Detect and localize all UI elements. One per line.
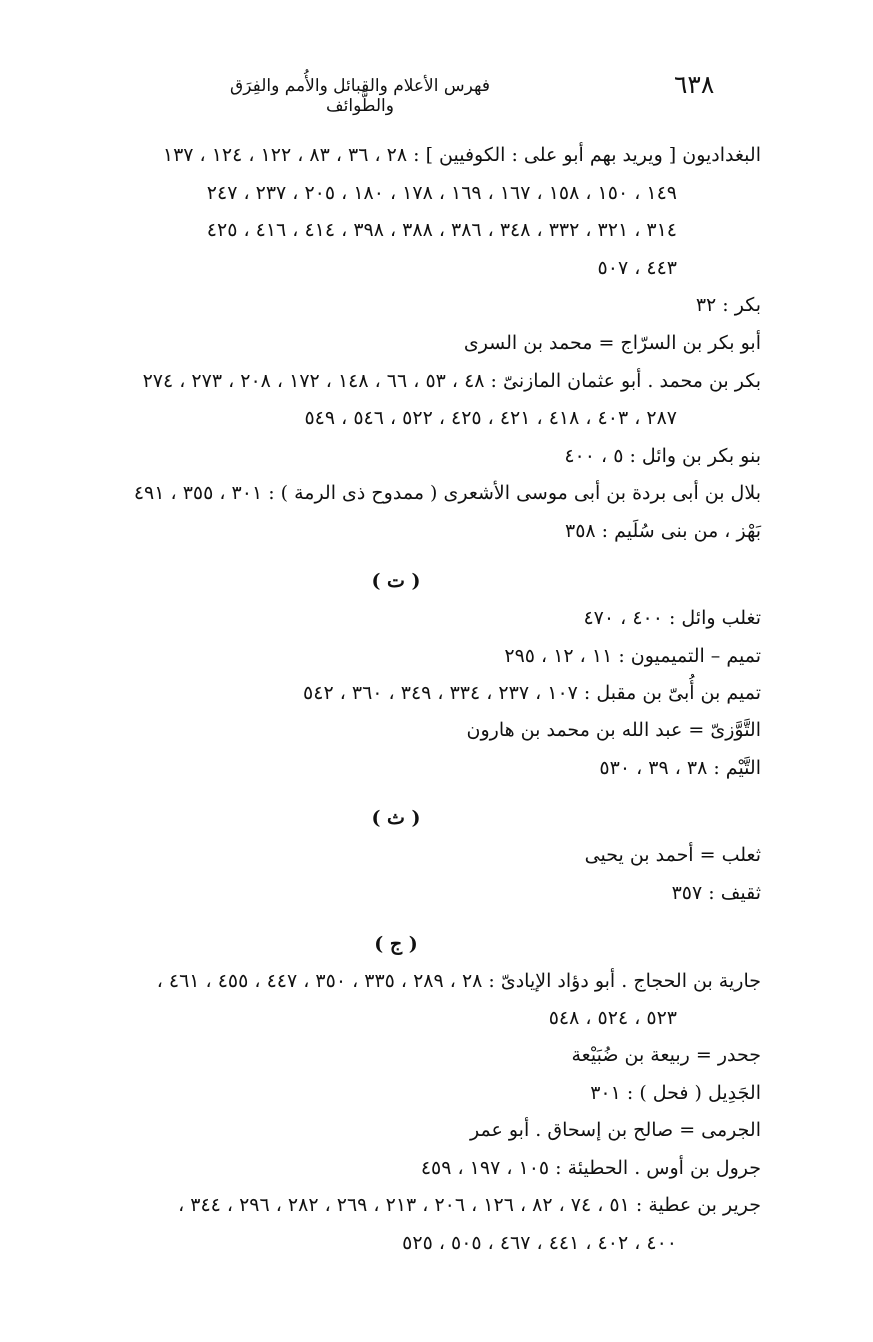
index-entry-tamim-ibn-ubayy: تميم بن أُبىّ بن مقبل : ١٠٧ ، ٢٣٧ ، ٣٣٤ ، ٣٤٩ ، ٣٦٠ ، ٥٤٢ <box>303 682 761 704</box>
index-entry-bakr: بكر : ٣٢ <box>695 294 761 316</box>
section-letter-jim: ( ج ) <box>374 933 418 955</box>
running-title: فهرس الأعلام والقبائل والأُمم والفِرَق والطَّوائف <box>230 76 490 116</box>
page-number: ٦٣٨ <box>674 70 715 99</box>
index-entry-jarir-cont: ٤٠٠ ، ٤٠٢ ، ٤٤١ ، ٤٦٧ ، ٥٠٥ ، ٥٢٥ <box>402 1232 677 1254</box>
index-entry-tamim: تميم – التميميون : ١١ ، ١٢ ، ٢٩٥ <box>504 645 761 667</box>
index-entry-bakr-ibn-muhammad-cont: ٢٨٧ ، ٤٠٣ ، ٤١٨ ، ٤٢١ ، ٤٢٥ ، ٥٢٢ ، ٥٤٦ ، ٥٤٩ <box>304 407 677 429</box>
index-entry-al-jadil: الجَدِيل ( فحل ) : ٣٠١ <box>590 1082 761 1104</box>
index-entry-taghlib: تغلب وائل : ٤٠٠ ، ٤٧٠ <box>583 607 761 629</box>
index-entry-al-taym: التَّيْم : ٣٨ ، ٣٩ ، ٥٣٠ <box>599 757 761 779</box>
index-entry-al-tawwazi: التَّوَّزىّ = عبد الله بن محمد بن هارون <box>466 719 761 741</box>
section-letter-ta: ( ت ) <box>371 570 421 592</box>
index-entry-baghdadiyun: البغداديون [ ويريد بهم أبو على : الكوفيين ] : ٢٨ ، ٣٦ ، ٨٣ ، ١٢٢ ، ١٢٤ ، ١٣٧ <box>162 144 761 166</box>
index-entry-jariya-cont: ٥٢٣ ، ٥٢٤ ، ٥٤٨ <box>548 1007 677 1029</box>
index-entry-jahdar: جحدر = ربيعة بن ضُبَيْعة <box>571 1044 761 1066</box>
page-header <box>0 68 873 116</box>
index-entry-jarwal: جرول بن أوس . الحطيئة : ١٠٥ ، ١٩٧ ، ٤٥٩ <box>420 1157 761 1179</box>
index-entry-bakr-ibn-muhammad: بكر بن محمد . أبو عثمان المازنىّ : ٤٨ ، ٥٣ ، ٦٦ ، ١٤٨ ، ١٧٢ ، ٢٠٨ ، ٢٧٣ ، ٢٧٤ <box>142 370 761 392</box>
index-entry-jarir: جرير بن عطية : ٥١ ، ٧٤ ، ٨٢ ، ١٢٦ ، ٢٠٦ ، ٢١٣ ، ٢٦٩ ، ٢٨٢ ، ٢٩٦ ، ٣٤٤ ، <box>178 1194 761 1216</box>
section-letter-tha: ( ث ) <box>371 807 421 829</box>
index-entry-jariya: جارية بن الحجاج . أبو دؤاد الإيادىّ : ٢٨ ، ٢٨٩ ، ٣٣٥ ، ٣٥٠ ، ٤٤٧ ، ٤٥٥ ، ٤٦١ ، <box>156 970 761 992</box>
index-entry-baghdadiyun-cont: ١٤٩ ، ١٥٠ ، ١٥٨ ، ١٦٧ ، ١٦٩ ، ١٧٨ ، ١٨٠ ، ٢٠٥ ، ٢٣٧ ، ٢٤٧ <box>206 182 677 204</box>
index-entry-thalab: ثعلب = أحمد بن يحيى <box>584 844 761 866</box>
index-entry-banu-bakr-ibn-wail: بنو بكر بن وائل : ٥ ، ٤٠٠ <box>564 445 761 467</box>
index-entry-thaqif: ثقيف : ٣٥٧ <box>671 882 761 904</box>
index-entry-baghdadiyun-cont: ٤٤٣ ، ٥٠٧ <box>597 257 677 279</box>
index-entry-al-jarmi: الجرمى = صالح بن إسحاق . أبو عمر <box>470 1119 761 1141</box>
index-entry-bilal: بلال بن أبى بردة بن أبى موسى الأشعرى ( ممدوح ذى الرمة ) : ٣٠١ ، ٣٥٥ ، ٤٩١ <box>133 482 761 504</box>
index-entry-bahz: بَهْز ، من بنى سُلَيم : ٣٥٨ <box>564 520 761 542</box>
index-entry-abu-bakr-ibn-al-sarraj: أبو بكر بن السرّاج = محمد بن السرى <box>463 332 761 354</box>
index-entry-baghdadiyun-cont: ٣١٤ ، ٣٢١ ، ٣٣٢ ، ٣٤٨ ، ٣٨٦ ، ٣٨٨ ، ٣٩٨ ، ٤١٤ ، ٤١٦ ، ٤٢٥ <box>206 219 677 241</box>
